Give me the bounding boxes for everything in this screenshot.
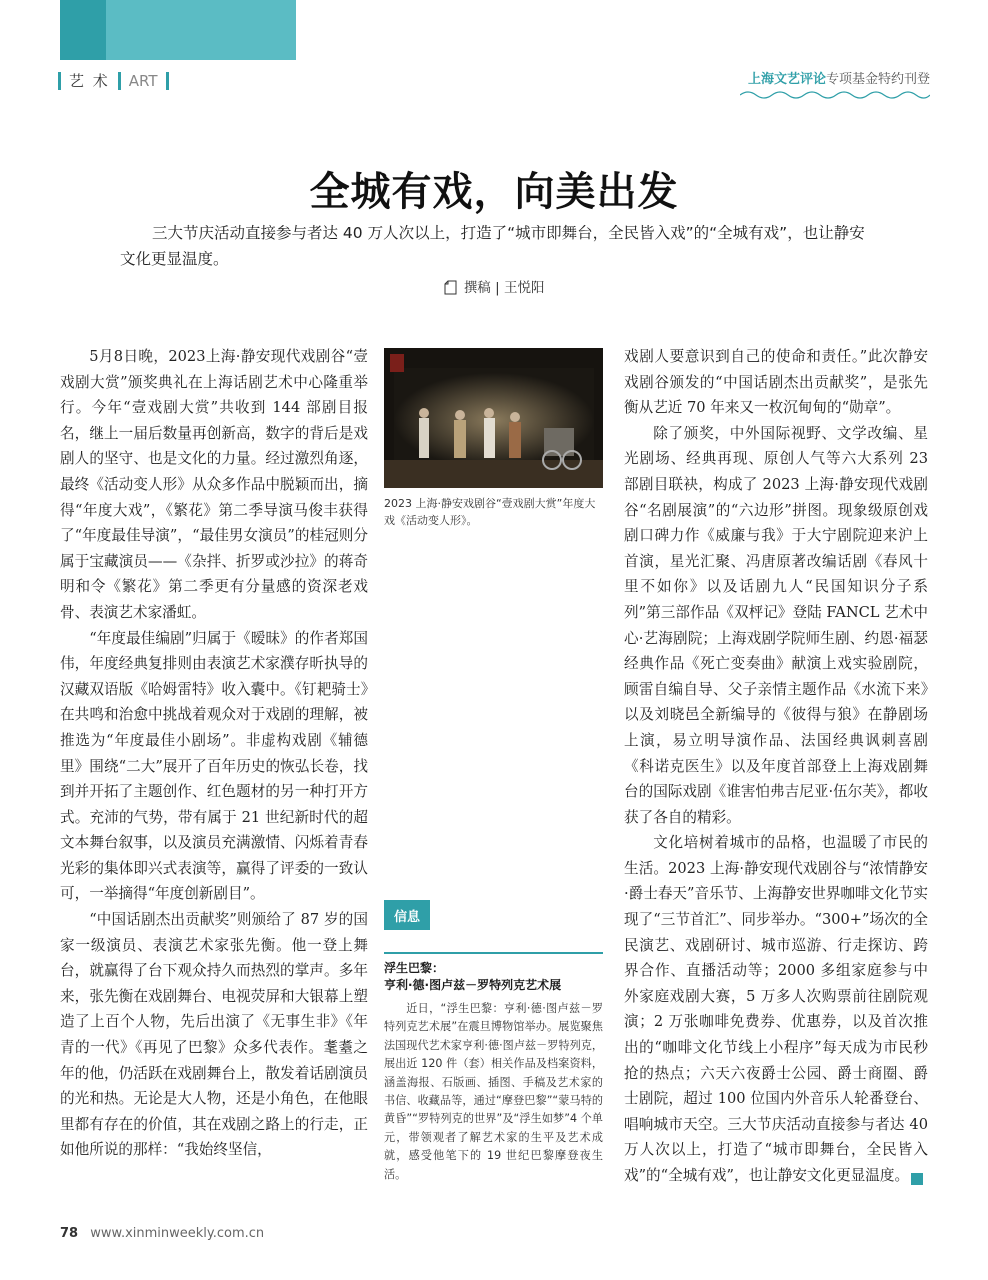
footer-url: www.xinminweekly.com.cn (90, 1226, 265, 1241)
section-name-cn: 艺 术 (69, 72, 110, 90)
section-divider (166, 72, 169, 90)
info-heading-line: 浮生巴黎： (384, 961, 445, 975)
sponsor-credit (740, 68, 930, 101)
section-name-en: ART (128, 71, 158, 90)
page-footer (60, 1226, 264, 1241)
byline (0, 276, 988, 296)
info-body: 近日，“浮生巴黎：亨利·德·图卢兹－罗特列克艺术展”在震旦博物馆举办。展览聚焦法国现代艺术家亨利·德·图卢兹－罗特列克，展出近 120 件（套）相关作品及档案资料，涵盖海报、石版画、插图、手稿及艺术家的书信、收藏品等，通过“摩登巴黎”“蒙马特的黄昏”“罗特列克的世界”及“浮生如梦”4 个单元，带领观者了解艺术家的生平及艺术成就，感受他笔下的 19 世纪巴黎摩登夜生活。 (384, 1002, 603, 1181)
info-heading-line: 亨利·德·图卢兹－罗特列克艺术展 (384, 978, 562, 992)
pen-icon (444, 280, 457, 295)
byline-author: 王悦阳 (503, 280, 545, 296)
byline-label: 撰稿 (463, 280, 491, 296)
paragraph: 戏剧人要意识到自己的使命和责任。”此次静安戏剧谷颁发的“中国话剧杰出贡献奖”，是张先衡从艺近 70 年来又一枚沉甸甸的“勋章”。 (624, 348, 928, 417)
sponsor-text: 专项基金特约刊登 (825, 72, 930, 87)
sponsor-brand: 上海文艺评论 (747, 72, 826, 87)
article-dek: 三大节庆活动直接参与者达 40 万人次以上，打造了“城市即舞台，全民皆入戏”的“全城有戏”，也让静安文化更显温度。 (120, 224, 865, 268)
info-heading (384, 960, 603, 994)
info-tag: 信息 (384, 900, 430, 930)
article-title: 全城有戏，向美出发 (309, 168, 679, 215)
paragraph: “中国话剧杰出贡献奖”则颁给了 87 岁的国家一级演员、表演艺术家张先衡。他一登上舞台，就赢得了台下观众持久而热烈的掌声。多年来，张先衡在戏剧舞台、电视荧屏和大银幕上塑造了上百个人物，先后出演了《无事生非》《年青的一代》《再见了巴黎》众多代表作。耄耋之年的他，仍活跃在戏剧舞台上，散发着话剧演员的光和热。无论是大人物，还是小角色，在他眼里都有存在的价值，其在戏剧之路上的行走，正如他所说的那样：“我始终坚信， (60, 911, 368, 1159)
page-number: 78 (60, 1226, 79, 1241)
end-mark-icon: 民 (911, 1173, 923, 1185)
photo-caption: 2023 上海·静安戏剧谷“壹戏剧大赏”年度大戏《活动变人形》。 (384, 497, 596, 527)
paragraph: “年度最佳编剧”归属于《暧昧》的作者郑国伟，年度经典复排则由表演艺术家濮存昕执导的汉藏双语版《哈姆雷特》收入囊中。《钉耙骑士》在共鸣和治愈中挑战着观众对于戏剧的理解，被推选为“年度最佳小剧场”。非虚构戏剧《辅德里》围绕“二大”展开了百年历史的恢弘长卷，找到并开拓了主题创作、红色题材的另一种打开方式。充沛的气势，带有属于 21 世纪新时代的超文本舞台叙事，以及演员充满激情、闪烁着青春光彩的集体即兴式表演等，赢得了评委的一致认可，一举摘得“年度创新剧目”。 (60, 629, 368, 903)
paragraph: 除了颁奖，中外国际视野、文学改编、星光剧场、经典再现、原创人气等六大系列 23 部剧目联袂，构成了 2023 上海·静安现代戏剧谷“名剧展演”的“六边形”拼图。现象级原创戏剧口碑力作《威廉与我》于大宁剧院迎来沪上首演，星光汇聚、冯唐原著改编话剧《春风十里不如你》以及话剧九人“民国知识分子系列”第三部作品《双枰记》登陆 FANCL 艺术中心·艺海剧院；上海戏剧学院师生剧、约恩·福瑟经典作品《死亡变奏曲》献演上戏实验剧院，顾雷自编自导、父子亲情主题作品《水流下来》以及刘晓邑全新编导的《彼得与狼》在静剧场上演，易立明导演作品、法国经典讽刺喜剧《科诺克医生》以及年度首部登上上海戏剧舞台的国际戏剧《谁害怕弗吉尼亚·伍尔芙》，都收获了各自的精彩。 (624, 424, 928, 826)
paragraph-text: 文化培树着城市的品格，也温暖了市民的生活。2023 上海·静安现代戏剧谷与“浓情静安·爵士春天”音乐节、上海静安世界咖啡文化节实现了“三节首汇”、同步举办。“300+”场次的全民演艺、戏剧研讨、城市巡游、行走探访、跨界合作、直播活动等；2000 多组家庭参与中外家庭戏剧大赛，5 万多人次购票前往剧院观演；2 万张咖啡免费券、优惠券，以及首次推出的“咖啡文化节线上小程序”每天成为市民秒抢的热点；六天六夜爵士公园、爵士商圈、爵士剧院，超过 100 位国内外音乐人轮番登台、唱响城市天空。三大节庆活动直接参与者达 40 万人次以上，打造了“城市即舞台，全民皆入戏”的“全城有戏”，也让静安文化更显温度。 (624, 834, 928, 1184)
paragraph (624, 830, 950, 1188)
header-color-bar (60, 0, 106, 60)
stage-photo-image (384, 348, 603, 488)
decorative-wave-icon (740, 89, 930, 101)
article-column-3 (624, 344, 950, 1189)
article-column-1 (60, 344, 368, 1163)
byline-separator: | (495, 280, 500, 296)
section-label (58, 70, 169, 91)
stage-photo (384, 348, 603, 488)
paragraph: 5月8日晚，2023上海·静安现代戏剧谷“壹戏剧大赏”颁奖典礼在上海话剧艺术中心隆重举行。今年“壹戏剧大赏”共收到 144 部剧目报名，继上一届后数量再创新高，数字的背后是戏剧人的坚守、也是文化的力量。经过激烈角逐，最终《活动变人形》从众多作品中脱颖而出，摘得“年度大戏”，《繁花》第二季导演马俊丰获得了“年度最佳导演”，“最佳男女演员”的桂冠则分属于宝藏演员——《杂拌、折罗或沙拉》的蒋奇明和令《繁花》第二季更有分量感的资深老戏骨、表演艺术家潘虹。 (60, 348, 368, 621)
section-divider (58, 72, 61, 90)
info-divider (384, 952, 603, 954)
section-divider (118, 72, 121, 90)
